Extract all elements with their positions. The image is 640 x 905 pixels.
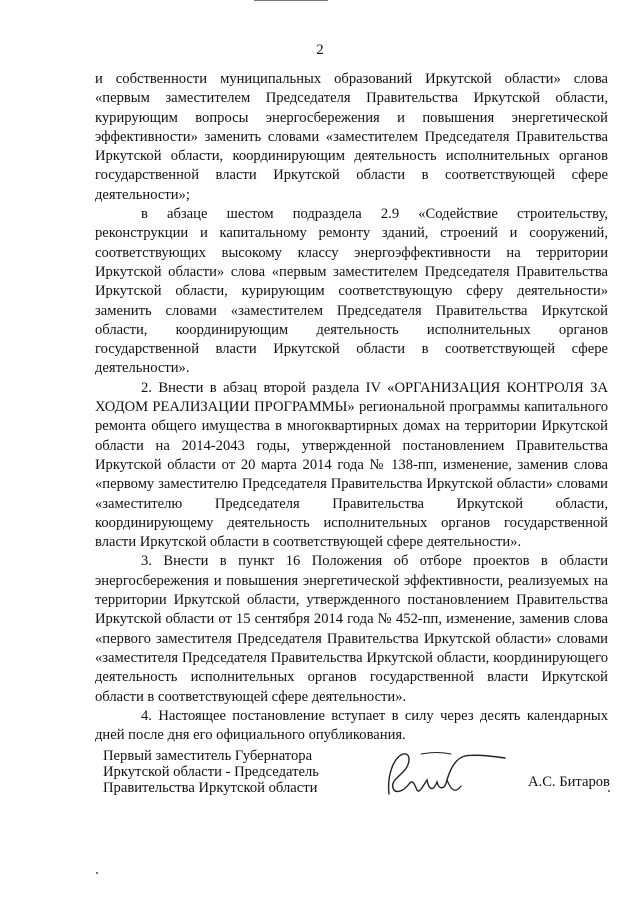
- scan-speck: [96, 872, 98, 874]
- position-line: Правительства Иркутской области: [103, 780, 318, 796]
- paragraph-item-4: 4. Настоящее постановление вступает в силу через десять календарных дней после дня его официального опубликования.: [95, 707, 608, 744]
- handwritten-signature: [381, 746, 509, 804]
- signatory-name: А.С. Битаров: [528, 774, 610, 790]
- paragraph-continuation: и собственности муниципальных образований Иркутской области» слова «первым заместителем Председателя Правительства Иркутской области, курирующим вопросы энергосбережения и повышения энергетической эффективности» заменить словами «заместителем Председателя Правительства Иркутской области, координирующим деятельность исполнительных органов государственной власти Иркутской области в соответствующей сфере деятельности»;: [95, 71, 608, 203]
- position-line: Иркутской области - Председатель: [103, 764, 319, 780]
- paragraph-item-2: 2. Внести в абзац второй раздела IV «ОРГАНИЗАЦИЯ КОНТРОЛЯ ЗА ХОДОМ РЕАЛИЗАЦИИ ПРОГРАММЫ» региональной программы капитального ремонта общего имущества в многоквартирных домах на территории Иркутской области на 2014-2043 годы, утвержденной постановлением Правительства Иркутской области от 20 марта 2014 года № 138-пп, изменение, заменив слова «первому заместителю Председателя Правительства Иркутской области» словами «заместителю Председателя Правительства Иркутской области, координирующему деятельность исполнительных органов государственной власти Иркутской области в соответствующей сфере деятельности».: [95, 379, 608, 551]
- position-line: Первый заместитель Губернатора: [103, 748, 313, 764]
- scan-speck: [608, 790, 610, 792]
- page-number: 2: [316, 42, 324, 58]
- paragraph-item-3: 3. Внести в пункт 16 Положения об отборе проектов в области энергосбережения и повышения энергетической эффективности, реализуемых на территории Иркутской области, утвержденного постановлением Правительства Иркутской области от 15 сентября 2014 года № 452-пп, изменение, заменив слова «первого заместителя Председателя Правительства Иркутской области» словами «заместителя Председателя Правительства Иркутской области, координирующего деятельность исполнительных органов государственной власти Иркутской области в соответствующей сфере деятельности».: [95, 553, 608, 705]
- scan-edge-mark: [254, 0, 328, 4]
- signature-block: [103, 748, 613, 808]
- document-body: [95, 70, 608, 745]
- signatory-position: [103, 748, 319, 796]
- paragraph-item-2-9: в абзаце шестом подраздела 2.9 «Содействие строительству, реконструкции и капитальному ремонту зданий, строений и сооружений, соответствующих высокому классу энергоэффективности на территории Иркутской области» слова «первым заместителем Председателя Правительства Иркутской области, курирующим соответствующую сферу деятельности» заменить словами «заместителем Председателя Правительства Иркутской области, координирующим деятельность исполнительных органов государственной власти Иркутской области в соответствующей сфере деятельности».: [95, 206, 608, 377]
